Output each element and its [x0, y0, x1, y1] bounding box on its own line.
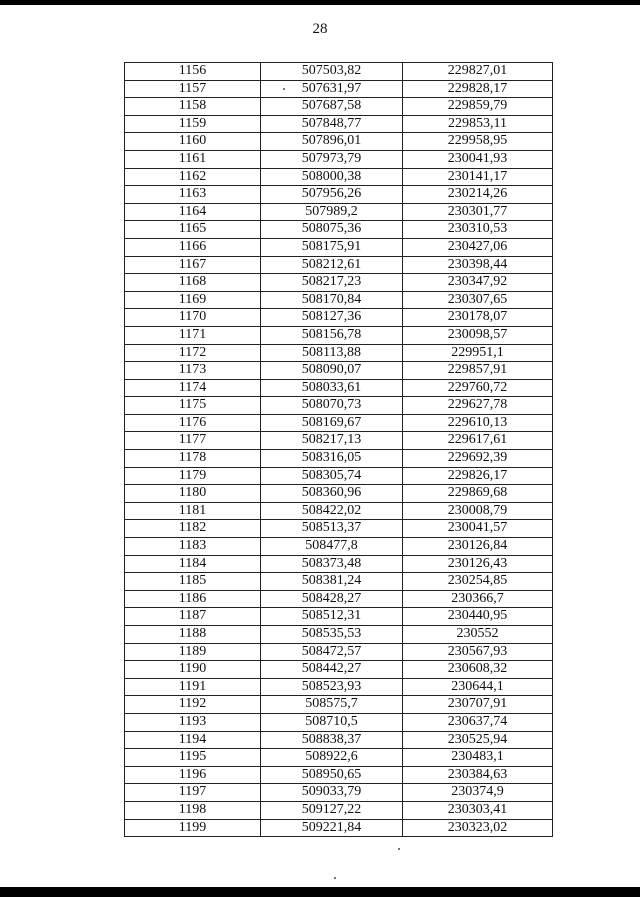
- table-row: [125, 432, 553, 450]
- point-number-cell: 1198: [125, 801, 261, 819]
- y-coordinate-cell: 230483,1: [403, 749, 553, 767]
- point-number-cell: 1181: [125, 502, 261, 520]
- table-row: [125, 749, 553, 767]
- table-row: [125, 661, 553, 679]
- y-coordinate-cell: 230637,74: [403, 713, 553, 731]
- table-row: [125, 221, 553, 239]
- point-number-cell: 1176: [125, 414, 261, 432]
- table-row: [125, 186, 553, 204]
- point-number-cell: 1175: [125, 397, 261, 415]
- point-number-cell: 1192: [125, 696, 261, 714]
- point-number-cell: 1197: [125, 784, 261, 802]
- y-coordinate-cell: 229610,13: [403, 414, 553, 432]
- x-coordinate-cell: 508950,65: [261, 766, 403, 784]
- point-number-cell: 1156: [125, 63, 261, 81]
- point-number-cell: 1159: [125, 115, 261, 133]
- table-row: [125, 238, 553, 256]
- table-row: [125, 713, 553, 731]
- table-row: [125, 538, 553, 556]
- point-number-cell: 1196: [125, 766, 261, 784]
- point-number-cell: 1160: [125, 133, 261, 151]
- x-coordinate-cell: 508575,7: [261, 696, 403, 714]
- y-coordinate-cell: 230374,9: [403, 784, 553, 802]
- point-number-cell: 1167: [125, 256, 261, 274]
- y-coordinate-cell: 230041,57: [403, 520, 553, 538]
- table-row: [125, 362, 553, 380]
- y-coordinate-cell: 229692,39: [403, 450, 553, 468]
- point-number-cell: 1188: [125, 626, 261, 644]
- table-row: [125, 203, 553, 221]
- x-coordinate-cell: 509221,84: [261, 819, 403, 837]
- y-coordinate-cell: 230008,79: [403, 502, 553, 520]
- y-coordinate-cell: 229828,17: [403, 80, 553, 98]
- table-row: [125, 819, 553, 837]
- table-row: [125, 274, 553, 292]
- point-number-cell: 1164: [125, 203, 261, 221]
- x-coordinate-cell: 508075,36: [261, 221, 403, 239]
- x-coordinate-cell: 508477,8: [261, 538, 403, 556]
- table-row: [125, 467, 553, 485]
- table-row: [125, 678, 553, 696]
- point-number-cell: 1191: [125, 678, 261, 696]
- x-coordinate-cell: 508070,73: [261, 397, 403, 415]
- table-row: [125, 256, 553, 274]
- y-coordinate-cell: 230384,63: [403, 766, 553, 784]
- table-row: [125, 555, 553, 573]
- x-coordinate-cell: 508472,57: [261, 643, 403, 661]
- table-row: [125, 626, 553, 644]
- x-coordinate-cell: 508373,48: [261, 555, 403, 573]
- table-row: [125, 133, 553, 151]
- x-coordinate-cell: 508175,91: [261, 238, 403, 256]
- y-coordinate-cell: 230398,44: [403, 256, 553, 274]
- point-number-cell: 1179: [125, 467, 261, 485]
- x-coordinate-cell: 507503,82: [261, 63, 403, 81]
- y-coordinate-cell: 230141,17: [403, 168, 553, 186]
- point-number-cell: 1186: [125, 590, 261, 608]
- point-number-cell: 1165: [125, 221, 261, 239]
- y-coordinate-cell: 230303,41: [403, 801, 553, 819]
- x-coordinate-cell: 508512,31: [261, 608, 403, 626]
- x-coordinate-cell: 507631,97: [261, 80, 403, 98]
- table-row: [125, 98, 553, 116]
- table-row: [125, 643, 553, 661]
- scan-speck: [398, 848, 400, 850]
- x-coordinate-cell: 508442,27: [261, 661, 403, 679]
- x-coordinate-cell: 508838,37: [261, 731, 403, 749]
- x-coordinate-cell: 508000,38: [261, 168, 403, 186]
- x-coordinate-cell: 508381,24: [261, 573, 403, 591]
- y-coordinate-cell: 230427,06: [403, 238, 553, 256]
- table-row: [125, 326, 553, 344]
- table-row: [125, 379, 553, 397]
- point-number-cell: 1180: [125, 485, 261, 503]
- y-coordinate-cell: 229859,79: [403, 98, 553, 116]
- y-coordinate-cell: 230525,94: [403, 731, 553, 749]
- table-row: [125, 608, 553, 626]
- x-coordinate-cell: 508535,53: [261, 626, 403, 644]
- point-number-cell: 1189: [125, 643, 261, 661]
- table-row: [125, 801, 553, 819]
- x-coordinate-cell: 508217,13: [261, 432, 403, 450]
- y-coordinate-cell: 229951,1: [403, 344, 553, 362]
- table-row: [125, 502, 553, 520]
- x-coordinate-cell: 508156,78: [261, 326, 403, 344]
- point-number-cell: 1177: [125, 432, 261, 450]
- x-coordinate-cell: 508523,93: [261, 678, 403, 696]
- y-coordinate-cell: 230301,77: [403, 203, 553, 221]
- y-coordinate-cell: 229853,11: [403, 115, 553, 133]
- x-coordinate-cell: 508169,67: [261, 414, 403, 432]
- point-number-cell: 1161: [125, 150, 261, 168]
- y-coordinate-cell: 229827,01: [403, 63, 553, 81]
- table-row: [125, 784, 553, 802]
- point-number-cell: 1172: [125, 344, 261, 362]
- y-coordinate-cell: 230552: [403, 626, 553, 644]
- x-coordinate-cell: 508033,61: [261, 379, 403, 397]
- table-row: [125, 291, 553, 309]
- point-number-cell: 1187: [125, 608, 261, 626]
- point-number-cell: 1190: [125, 661, 261, 679]
- table-row: [125, 731, 553, 749]
- table-row: [125, 590, 553, 608]
- y-coordinate-cell: 230310,53: [403, 221, 553, 239]
- point-number-cell: 1178: [125, 450, 261, 468]
- x-coordinate-cell: 508217,23: [261, 274, 403, 292]
- point-number-cell: 1194: [125, 731, 261, 749]
- table-row: [125, 397, 553, 415]
- x-coordinate-cell: 508170,84: [261, 291, 403, 309]
- point-number-cell: 1168: [125, 274, 261, 292]
- x-coordinate-cell: 509033,79: [261, 784, 403, 802]
- y-coordinate-cell: 230567,93: [403, 643, 553, 661]
- y-coordinate-cell: 230126,43: [403, 555, 553, 573]
- point-number-cell: 1185: [125, 573, 261, 591]
- y-coordinate-cell: 230098,57: [403, 326, 553, 344]
- point-number-cell: 1173: [125, 362, 261, 380]
- x-coordinate-cell: 508090,07: [261, 362, 403, 380]
- point-number-cell: 1162: [125, 168, 261, 186]
- y-coordinate-cell: 230323,02: [403, 819, 553, 837]
- scan-speck: [334, 877, 336, 879]
- x-coordinate-cell: 508212,61: [261, 256, 403, 274]
- scan-speck: [283, 88, 285, 90]
- table-row: [125, 696, 553, 714]
- table-row: [125, 485, 553, 503]
- x-coordinate-cell: 509127,22: [261, 801, 403, 819]
- coordinates-table: [124, 62, 553, 837]
- x-coordinate-cell: 507848,77: [261, 115, 403, 133]
- table-row: [125, 115, 553, 133]
- x-coordinate-cell: 508113,88: [261, 344, 403, 362]
- point-number-cell: 1157: [125, 80, 261, 98]
- y-coordinate-cell: 229760,72: [403, 379, 553, 397]
- x-coordinate-cell: 507973,79: [261, 150, 403, 168]
- y-coordinate-cell: 230214,26: [403, 186, 553, 204]
- point-number-cell: 1158: [125, 98, 261, 116]
- point-number-cell: 1199: [125, 819, 261, 837]
- point-number-cell: 1182: [125, 520, 261, 538]
- y-coordinate-cell: 230126,84: [403, 538, 553, 556]
- page-number: 28: [312, 21, 328, 37]
- table-row: [125, 573, 553, 591]
- point-number-cell: 1174: [125, 379, 261, 397]
- y-coordinate-cell: 230440,95: [403, 608, 553, 626]
- y-coordinate-cell: 229958,95: [403, 133, 553, 151]
- x-coordinate-cell: 508513,37: [261, 520, 403, 538]
- x-coordinate-cell: 508316,05: [261, 450, 403, 468]
- y-coordinate-cell: 229617,61: [403, 432, 553, 450]
- table-row: [125, 344, 553, 362]
- x-coordinate-cell: 508305,74: [261, 467, 403, 485]
- scan-bottom-edge: [0, 887, 640, 897]
- table-row: [125, 150, 553, 168]
- point-number-cell: 1195: [125, 749, 261, 767]
- table-row: [125, 309, 553, 327]
- point-number-cell: 1163: [125, 186, 261, 204]
- y-coordinate-cell: 230178,07: [403, 309, 553, 327]
- point-number-cell: 1184: [125, 555, 261, 573]
- point-number-cell: 1170: [125, 309, 261, 327]
- table-row: [125, 63, 553, 81]
- y-coordinate-cell: 230041,93: [403, 150, 553, 168]
- point-number-cell: 1193: [125, 713, 261, 731]
- x-coordinate-cell: 508922,6: [261, 749, 403, 767]
- y-coordinate-cell: 229857,91: [403, 362, 553, 380]
- table-row: [125, 520, 553, 538]
- y-coordinate-cell: 230366,7: [403, 590, 553, 608]
- x-coordinate-cell: 508428,27: [261, 590, 403, 608]
- point-number-cell: 1166: [125, 238, 261, 256]
- point-number-cell: 1169: [125, 291, 261, 309]
- x-coordinate-cell: 507896,01: [261, 133, 403, 151]
- y-coordinate-cell: 229826,17: [403, 467, 553, 485]
- y-coordinate-cell: 229627,78: [403, 397, 553, 415]
- table-row: [125, 168, 553, 186]
- table-row: [125, 450, 553, 468]
- point-number-cell: 1183: [125, 538, 261, 556]
- table-row: [125, 414, 553, 432]
- x-coordinate-cell: 508422,02: [261, 502, 403, 520]
- y-coordinate-cell: 230254,85: [403, 573, 553, 591]
- x-coordinate-cell: 507989,2: [261, 203, 403, 221]
- scan-top-edge: [0, 0, 640, 5]
- point-number-cell: 1171: [125, 326, 261, 344]
- y-coordinate-cell: 230707,91: [403, 696, 553, 714]
- x-coordinate-cell: 507956,26: [261, 186, 403, 204]
- y-coordinate-cell: 229869,68: [403, 485, 553, 503]
- y-coordinate-cell: 230347,92: [403, 274, 553, 292]
- y-coordinate-cell: 230644,1: [403, 678, 553, 696]
- x-coordinate-cell: 508360,96: [261, 485, 403, 503]
- y-coordinate-cell: 230307,65: [403, 291, 553, 309]
- table-row: [125, 80, 553, 98]
- x-coordinate-cell: 507687,58: [261, 98, 403, 116]
- table-row: [125, 766, 553, 784]
- y-coordinate-cell: 230608,32: [403, 661, 553, 679]
- x-coordinate-cell: 508710,5: [261, 713, 403, 731]
- x-coordinate-cell: 508127,36: [261, 309, 403, 327]
- coordinates-table-body: [125, 63, 553, 837]
